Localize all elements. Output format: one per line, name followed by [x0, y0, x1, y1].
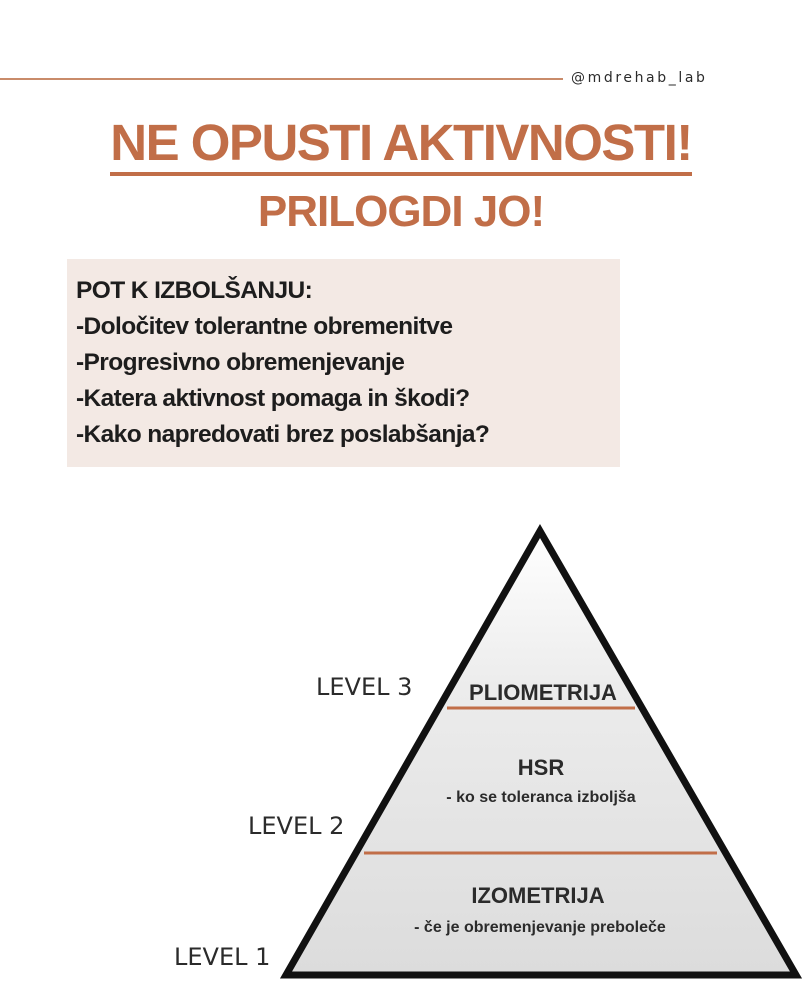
- tier-1-description: - če je obremenjevanje preboleče: [414, 919, 666, 936]
- tier-2-description: - ko se toleranca izboljša: [446, 789, 636, 806]
- subtitle: PRILOGDI JO!: [257, 187, 545, 236]
- info-box-item: -Določitev tolerantne obremenitve: [76, 313, 453, 340]
- info-box-heading: POT K IZBOLŠANJU:: [76, 277, 313, 304]
- info-box-item: -Progresivno obremenjevanje: [76, 349, 405, 376]
- level-1-label: LEVEL 1: [174, 943, 271, 971]
- level-2-label: LEVEL 2: [248, 812, 345, 840]
- info-box-item: -Kako napredovati brez poslabšanja?: [76, 421, 490, 448]
- main-title-text: NE OPUSTI AKTIVNOSTI!: [110, 114, 691, 176]
- pyramid-triangle: [286, 531, 796, 975]
- account-handle: @mdrehab_lab: [571, 70, 708, 86]
- tier-2-title: HSR: [517, 755, 565, 780]
- tier-1-title: IZOMETRIJA: [471, 883, 605, 908]
- info-box-item: -Katera aktivnost pomaga in škodi?: [76, 385, 470, 412]
- level-3-label: LEVEL 3: [316, 673, 413, 701]
- tier-3-title: PLIOMETRIJA: [469, 680, 617, 705]
